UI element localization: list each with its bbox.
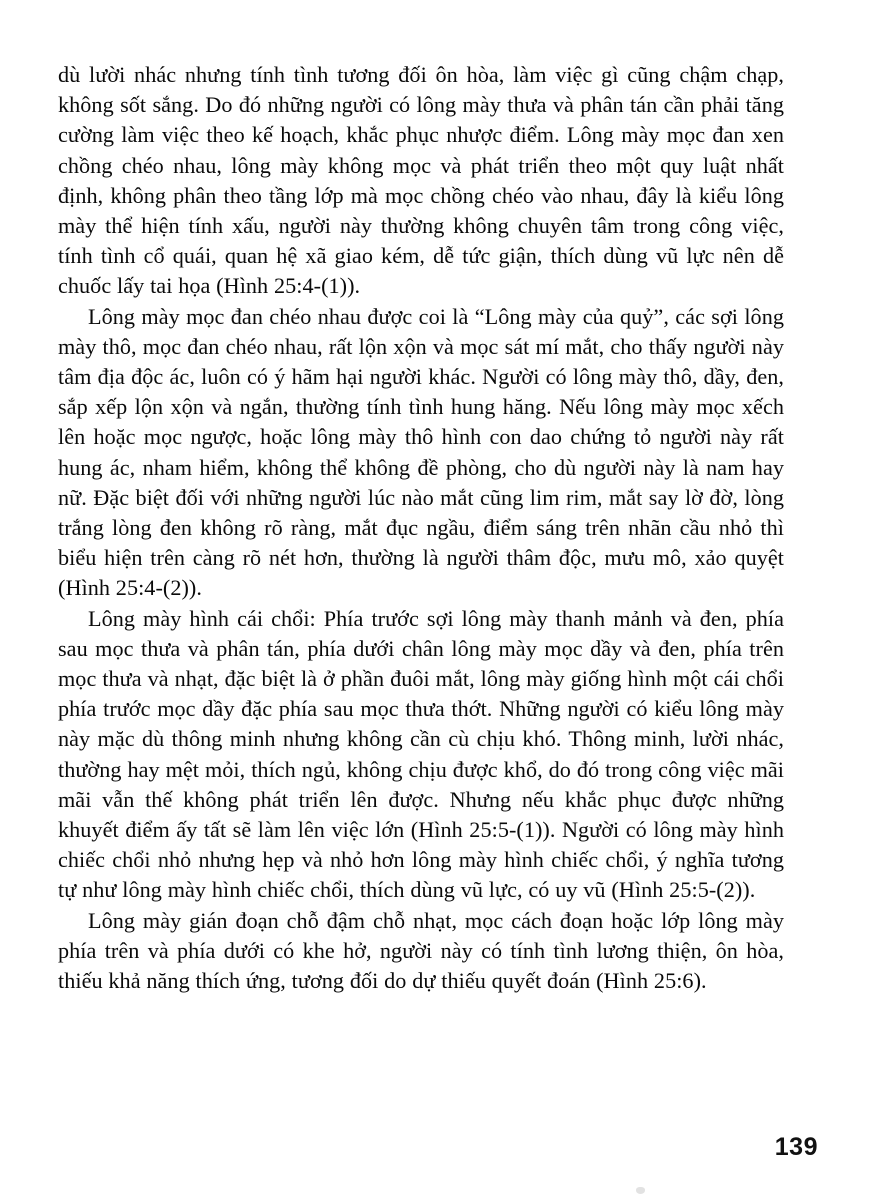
scan-artifact-mark <box>636 1187 645 1194</box>
page-number: 139 <box>774 1133 818 1161</box>
body-text-column <box>58 60 784 996</box>
paragraph-4: Lông mày gián đoạn chỗ đậm chỗ nhạt, mọc cách đoạn hoặc lớp lông mày phía trên và phía dưới có khe hở, người này có tính tình lương thiện, ôn hòa, thiếu khả năng thích ứng, tương đối do dự thiếu quyết đoán (Hình 25:6). <box>58 907 784 994</box>
paragraph-2: Lông mày mọc đan chéo nhau được coi là “Lông mày của quỷ”, các sợi lông mày thô, mọc đan chéo nhau, rất lộn xộn và mọc sát mí mắt, cho thấy người này tâm địa độc ác, luôn có ý hãm hại người khác. Người có lông mày thô, dầy, đen, sắp xếp lộn xộn và ngắn, thường tính tình hung hăng. Nếu lông mày mọc xếch lên hoặc mọc ngược, hoặc lông mày thô hình con dao chứng tỏ người này rất hung ác, nham hiểm, không thể không đề phòng, cho dù người này là nam hay nữ. Đặc biệt đối với những người lúc nào mắt cũng lim rim, mắt say lờ đờ, lòng trắng lòng đen không rõ ràng, mắt đục ngầu, điểm sáng trên nhãn cầu nhỏ thì biểu hiện trên càng rõ nét hơn, thường là người thâm độc, mưu mô, xảo quyệt (Hình 25:4-(2)). <box>58 303 784 601</box>
paragraph-3: Lông mày hình cái chổi: Phía trước sợi lông mày thanh mảnh và đen, phía sau mọc thưa và phân tán, phía dưới chân lông mày mọc dầy và đen, phía trên mọc thưa và nhạt, đặc biệt là ở phần đuôi mắt, lông mày giống hình một cái chổi phía trước mọc dầy đặc phía sau mọc thưa thớt. Những người có kiểu lông mày này mặc dù thông minh nhưng không cần cù chịu khó. Thông minh, lười nhác, thường hay mệt mỏi, thích ngủ, không chịu được khổ, do đó trong công việc mãi mãi vẫn thế không phát triển lên được. Nhưng nếu khắc phục được những khuyết điểm ấy tất sẽ làm lên việc lớn (Hình 25:5-(1)). Người có lông mày hình chiếc chổi nhỏ nhưng hẹp và nhỏ hơn lông mày hình chiếc chổi, ý nghĩa tương tự như lông mày hình chiếc chổi, thích dùng vũ lực, có uy vũ (Hình 25:5-(2)). <box>58 605 784 903</box>
paragraph-1: dù lười nhác nhưng tính tình tương đối ôn hòa, làm việc gì cũng chậm chạp, không sốt sắng. Do đó những người có lông mày thưa và phân tán cần phải tăng cường làm việc theo kế hoạch, khắc phục nhược điểm. Lông mày mọc đan xen chồng chéo nhau, lông mày không mọc và phát triển theo một quy luật nhất định, không phân theo tầng lớp mà mọc chồng chéo vào nhau, đây là kiểu lông mày thể hiện tính xấu, người này thường không chuyên tâm trong công việc, tính tình cổ quái, quan hệ xã giao kém, dễ tức giận, thích dùng vũ lực nên dễ chuốc lấy tai họa (Hình 25:4-(1)). <box>58 62 784 299</box>
